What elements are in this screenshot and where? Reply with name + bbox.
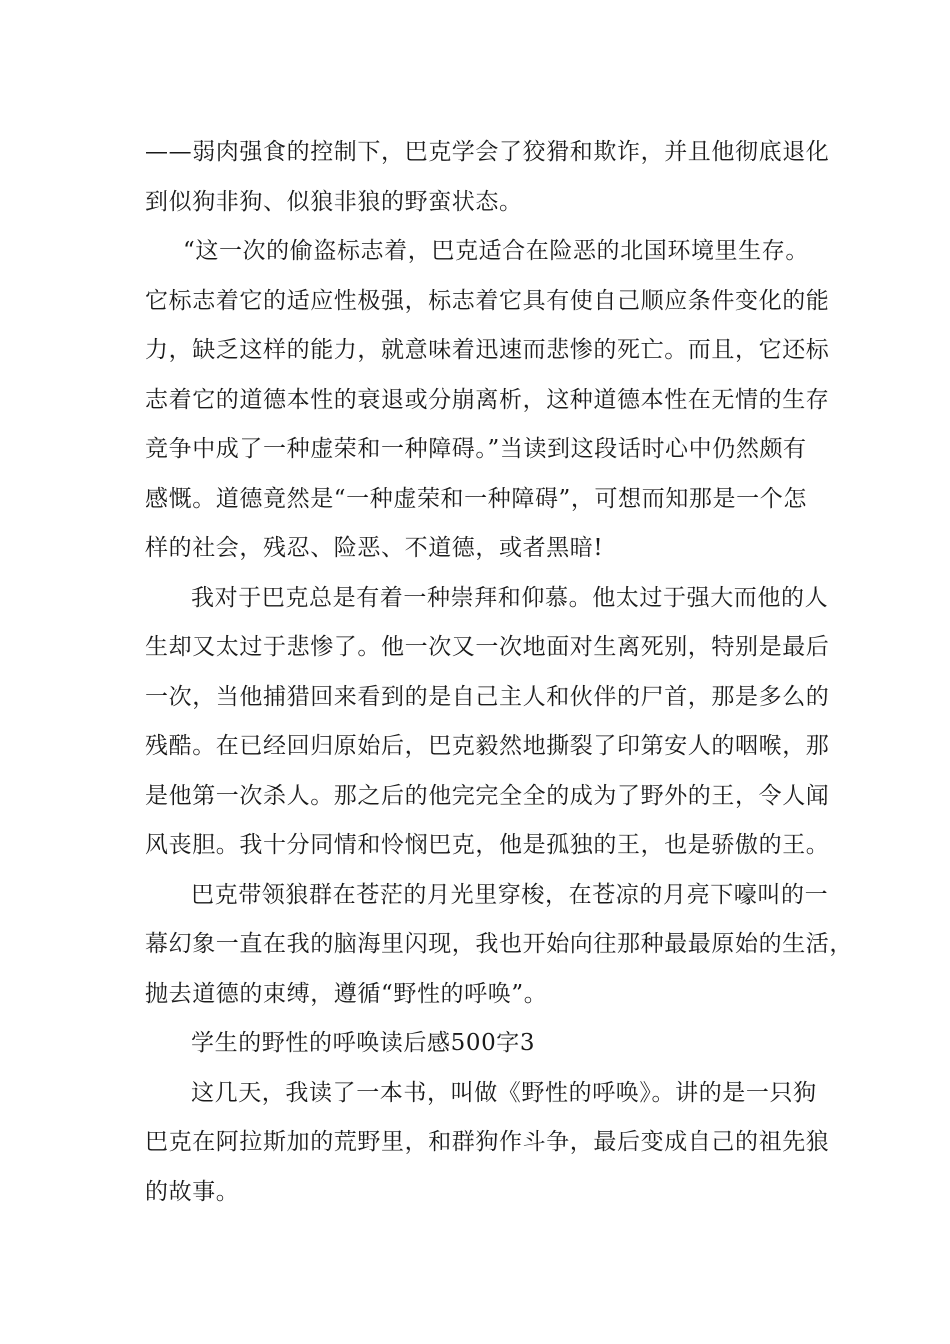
paragraph (145, 227, 830, 574)
text-line: 巴克在阿拉斯加的荒野里，和群狗作斗争，最后变成自己的祖先狼 (145, 1129, 830, 1155)
text-line: 它标志着它的适应性极强，标志着它具有使自己顺应条件变化的能 (145, 287, 830, 314)
paragraph (145, 128, 830, 227)
text-line: 我对于巴克总是有着一种崇拜和仰慕。他太过于强大而他的人 (191, 584, 829, 611)
paragraph (145, 1069, 830, 1218)
text-line: 竞争中成了一种虚荣和一种障碍。”当读到这段话时心中仍然颇有 (145, 436, 807, 462)
text-line: 学生的野性的呼唤读后感500字3 (191, 1030, 536, 1056)
text-line: 力，缺乏这样的能力，就意味着迅速而悲惨的死亡。而且，它还标 (145, 337, 830, 363)
text-line: ——弱肉强食的控制下，巴克学会了狡猾和欺诈，并且他彻底退化 (145, 139, 830, 165)
text-line: “这一次的偷盗标志着，巴克适合在险恶的北国环境里生存。 (183, 238, 809, 264)
text-line: 巴克带领狼群在苍茫的月光里穿梭，在苍凉的月亮下嚎叫的一 (191, 881, 829, 908)
document-body (145, 128, 853, 1217)
text-line: 是他第一次杀人。那之后的他完完全全的成为了野外的王，令人闻 (145, 782, 830, 809)
text-line: 这几天，我读了一本书，叫做《野性的呼唤》。讲的是一只狗 (191, 1079, 817, 1106)
text-line: 幕幻象一直在我的脑海里闪现，我也开始向往那种最最原始的生活， (145, 931, 853, 957)
text-line: 残酷。在已经回归原始后，巴克毅然地撕裂了印第安人的咽喉，那 (145, 733, 830, 759)
text-line: 一次，当他捕猎回来看到的是自己主人和伙伴的尸首，那是多么的 (145, 683, 830, 710)
text-line: 感慨。道德竟然是“一种虚荣和一种障碍”，可想而知那是一个怎 (145, 485, 807, 512)
section-heading (145, 1019, 825, 1069)
text-line: 到似狗非狗、似狼非狼的野蛮状态。 (145, 188, 523, 215)
text-line: 志着它的道德本性的衰退或分崩离析，这种道德本性在无情的生存 (145, 386, 830, 413)
text-line: 风丧胆。我十分同情和怜悯巴克，他是孤独的王，也是骄傲的王。 (145, 832, 830, 858)
text-line: 的故事。 (145, 1178, 240, 1205)
text-line: 生却又太过于悲惨了。他一次又一次地面对生离死别，特别是最后 (145, 634, 830, 660)
text-line: 样的社会，残忍、险恶、不道德，或者黑暗! (145, 535, 604, 561)
paragraph (145, 574, 830, 871)
text-line: 抛去道德的束缚，遵循“野性的呼唤”。 (145, 980, 548, 1007)
paragraph (145, 871, 853, 1020)
